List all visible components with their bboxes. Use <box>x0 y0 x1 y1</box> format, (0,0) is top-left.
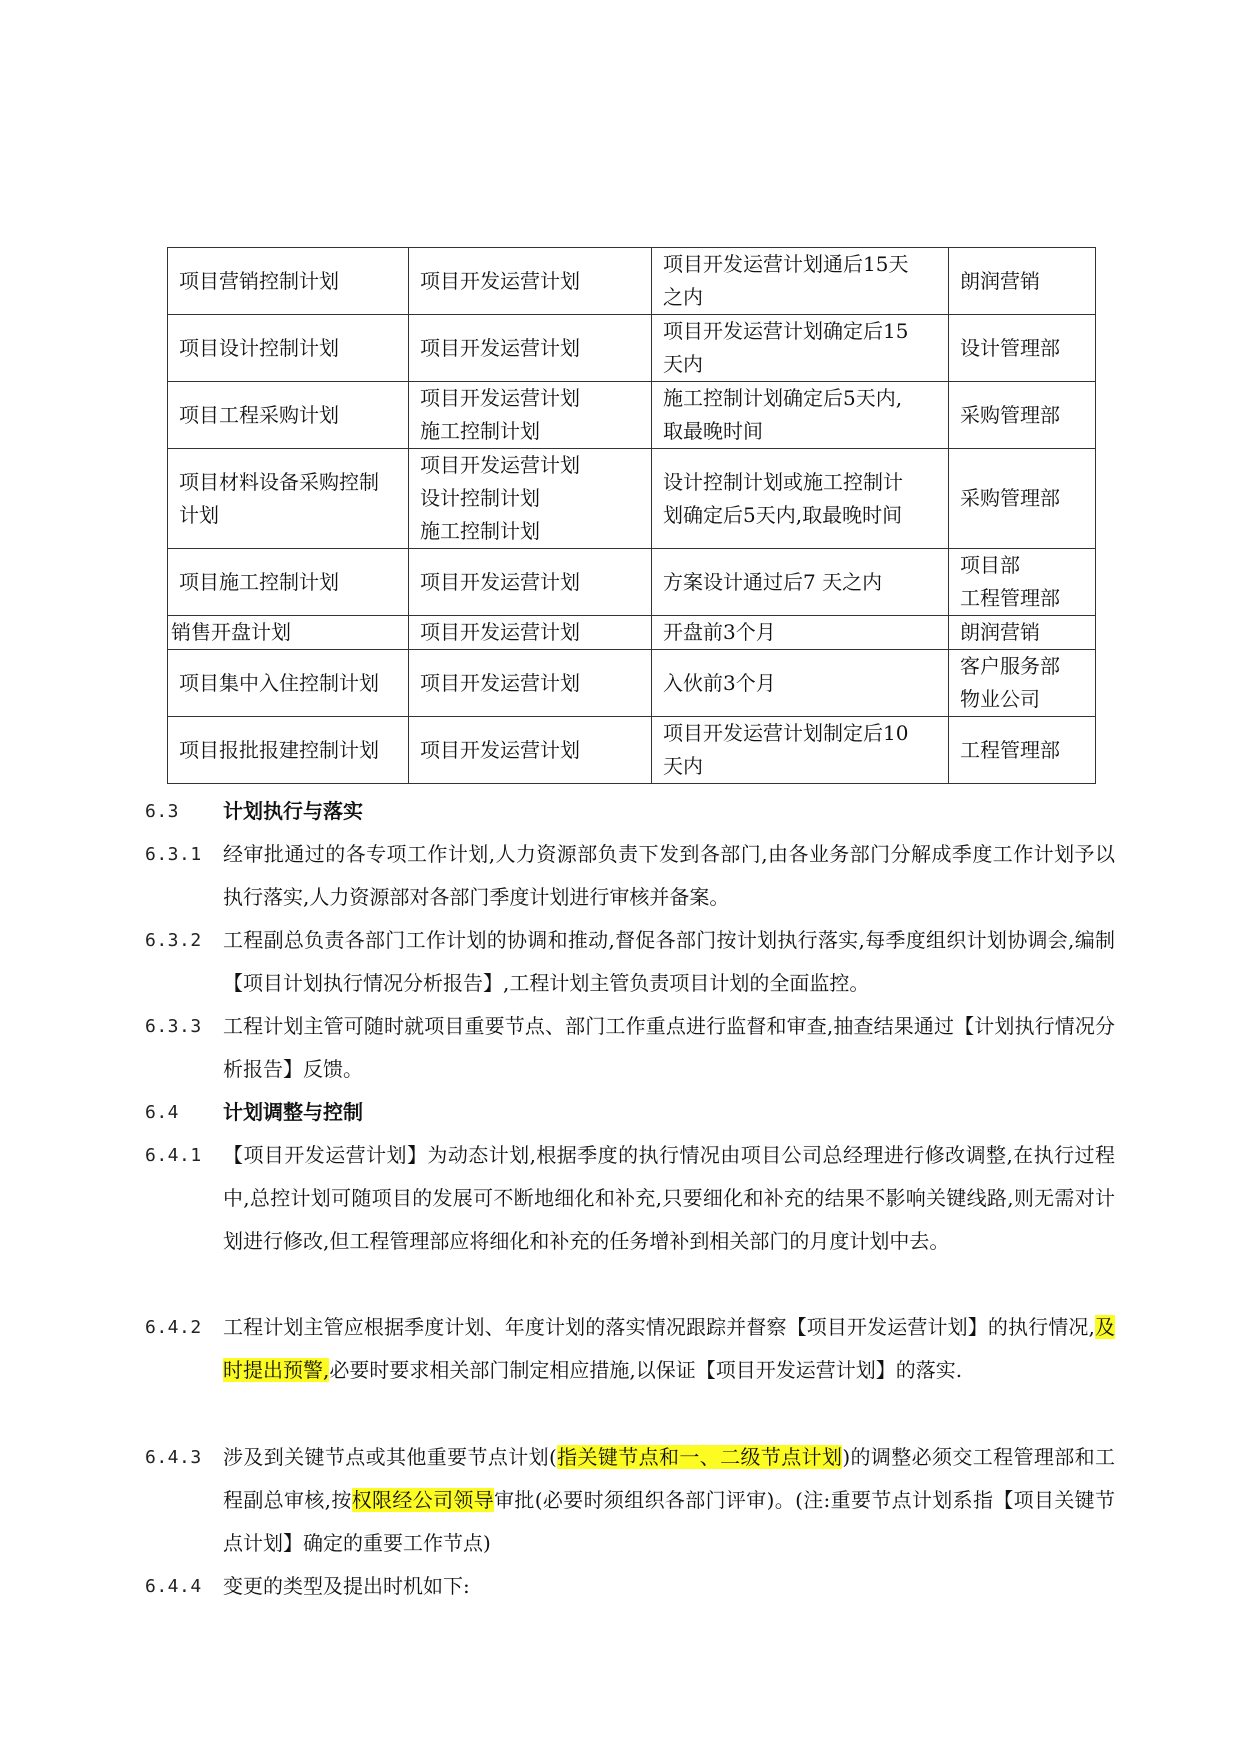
clause-text <box>223 1306 1115 1392</box>
table-row <box>168 248 1096 315</box>
clause-number: 6.3.1 <box>145 844 202 865</box>
plan-name-cell: 项目报批报建控制计划 <box>168 717 409 784</box>
highlighted-text: 及时提出预警, <box>223 1315 1116 1382</box>
plan-basis-cell: 项目开发运营计划 施工控制计划 <box>409 382 652 449</box>
plan-owner-cell: 采购管理部 <box>949 449 1096 549</box>
table-row <box>168 650 1096 717</box>
plan-table <box>167 247 1096 784</box>
section-heading-6-4 <box>145 1091 1115 1134</box>
plan-name-cell: 项目设计控制计划 <box>168 315 409 382</box>
plan-basis-cell: 项目开发运营计划 <box>409 549 652 616</box>
clause-6-4-4 <box>145 1565 1115 1608</box>
plan-owner-cell: 朗润营销 <box>949 248 1096 315</box>
clause-text-part: 工程计划主管应根据季度计划、年度计划的落实情况跟踪并督察【项目开发运营计划】的执行情况, <box>223 1315 1095 1339</box>
plan-owner-cell: 朗润营销 <box>949 616 1096 650</box>
table-row <box>168 449 1096 549</box>
clause-text: 经审批通过的各专项工作计划,人力资源部负责下发到各部门,由各业务部门分解成季度工作计划予以执行落实,人力资源部对各部门季度计划进行审核并备案。 <box>223 842 1115 909</box>
plan-name-cell: 项目集中入住控制计划 <box>168 650 409 717</box>
section-heading-6-3 <box>145 790 1115 833</box>
plan-owner-cell: 工程管理部 <box>949 717 1096 784</box>
section-title: 计划执行与落实 <box>223 799 363 823</box>
clause-6-3-1 <box>145 833 1115 919</box>
clause-text <box>223 1436 1115 1565</box>
plan-basis-cell: 项目开发运营计划 <box>409 717 652 784</box>
plan-deadline-cell: 开盘前3个月 <box>652 616 949 650</box>
plan-name-cell: 项目工程采购计划 <box>168 382 409 449</box>
plan-basis-cell: 项目开发运营计划 设计控制计划 施工控制计划 <box>409 449 652 549</box>
clause-6-4-1 <box>145 1134 1115 1263</box>
clause-6-3-3 <box>145 1005 1115 1091</box>
table-row <box>168 382 1096 449</box>
plan-name-cell: 销售开盘计划 <box>168 616 409 650</box>
plan-name-cell: 项目材料设备采购控制 计划 <box>168 449 409 549</box>
clause-number: 6.4.2 <box>145 1317 202 1338</box>
highlighted-text: 权限经公司领导 <box>351 1488 495 1512</box>
plan-basis-cell: 项目开发运营计划 <box>409 616 652 650</box>
highlighted-text: 指关键节点和一、二级节点计划 <box>556 1445 843 1469</box>
clause-number: 6.4.3 <box>145 1447 202 1468</box>
clause-text: 变更的类型及提出时机如下: <box>223 1574 470 1598</box>
plan-owner-cell: 客户服务部 物业公司 <box>949 650 1096 717</box>
clause-text: 工程副总负责各部门工作计划的协调和推动,督促各部门按计划执行落实,每季度组织计划协调会,编制【项目计划执行情况分析报告】,工程计划主管负责项目计划的全面监控。 <box>223 928 1115 995</box>
plan-basis-cell: 项目开发运营计划 <box>409 248 652 315</box>
plan-deadline-cell: 项目开发运营计划确定后15 天内 <box>652 315 949 382</box>
section-title: 计划调整与控制 <box>223 1100 363 1124</box>
clause-text: 【项目开发运营计划】为动态计划,根据季度的执行情况由项目公司总经理进行修改调整,在执行过程中,总控计划可随项目的发展可不断地细化和补充,只要细化和补充的结果不影响关键线路,则无需对计划进行修改,但工程管理部应将细化和补充的任务增补到相关部门的月度计划中去。 <box>223 1143 1115 1253</box>
section-number: 6.3 <box>145 801 180 822</box>
clause-number: 6.4.1 <box>145 1145 202 1166</box>
plan-name-cell: 项目营销控制计划 <box>168 248 409 315</box>
plan-deadline-cell: 设计控制计划或施工控制计 划确定后5天内,取最晚时间 <box>652 449 949 549</box>
plan-deadline-cell: 项目开发运营计划制定后10 天内 <box>652 717 949 784</box>
plan-name-cell: 项目施工控制计划 <box>168 549 409 616</box>
clause-6-4-3 <box>145 1436 1115 1565</box>
table-row <box>168 315 1096 382</box>
clause-text: 工程计划主管可随时就项目重要节点、部门工作重点进行监督和审查,抽查结果通过【计划执行情况分析报告】反馈。 <box>223 1014 1115 1081</box>
plan-owner-cell: 采购管理部 <box>949 382 1096 449</box>
plan-owner-cell: 设计管理部 <box>949 315 1096 382</box>
clause-number: 6.4.4 <box>145 1576 202 1597</box>
plan-basis-cell: 项目开发运营计划 <box>409 650 652 717</box>
plan-deadline-cell: 施工控制计划确定后5天内, 取最晚时间 <box>652 382 949 449</box>
table-row <box>168 549 1096 616</box>
plan-deadline-cell: 入伙前3个月 <box>652 650 949 717</box>
section-number: 6.4 <box>145 1102 180 1123</box>
plan-owner-cell: 项目部 工程管理部 <box>949 549 1096 616</box>
clause-text-part: 审批(必要时须组织各部门评审)。(注:重要节点计划系指【项目关键节点计划】确定的重要工作节点) <box>223 1488 1115 1555</box>
plan-basis-cell: 项目开发运营计划 <box>409 315 652 382</box>
clause-text-part: 涉及到关键节点或其他重要节点计划( <box>223 1445 557 1469</box>
table-row <box>168 717 1096 784</box>
clause-6-3-2 <box>145 919 1115 1005</box>
plan-deadline-cell: 方案设计通过后7 天之内 <box>652 549 949 616</box>
clause-number: 6.3.2 <box>145 930 202 951</box>
clause-number: 6.3.3 <box>145 1016 202 1037</box>
clause-6-4-2 <box>145 1306 1115 1392</box>
clause-text-part: 必要时要求相关部门制定相应措施,以保证【项目开发运营计划】的落实. <box>329 1358 963 1382</box>
plan-deadline-cell: 项目开发运营计划通后15天 之内 <box>652 248 949 315</box>
table-row <box>168 616 1096 650</box>
clause-text-part: )的调整必须交工程管理部和工程副总审核,按 <box>223 1445 1116 1512</box>
